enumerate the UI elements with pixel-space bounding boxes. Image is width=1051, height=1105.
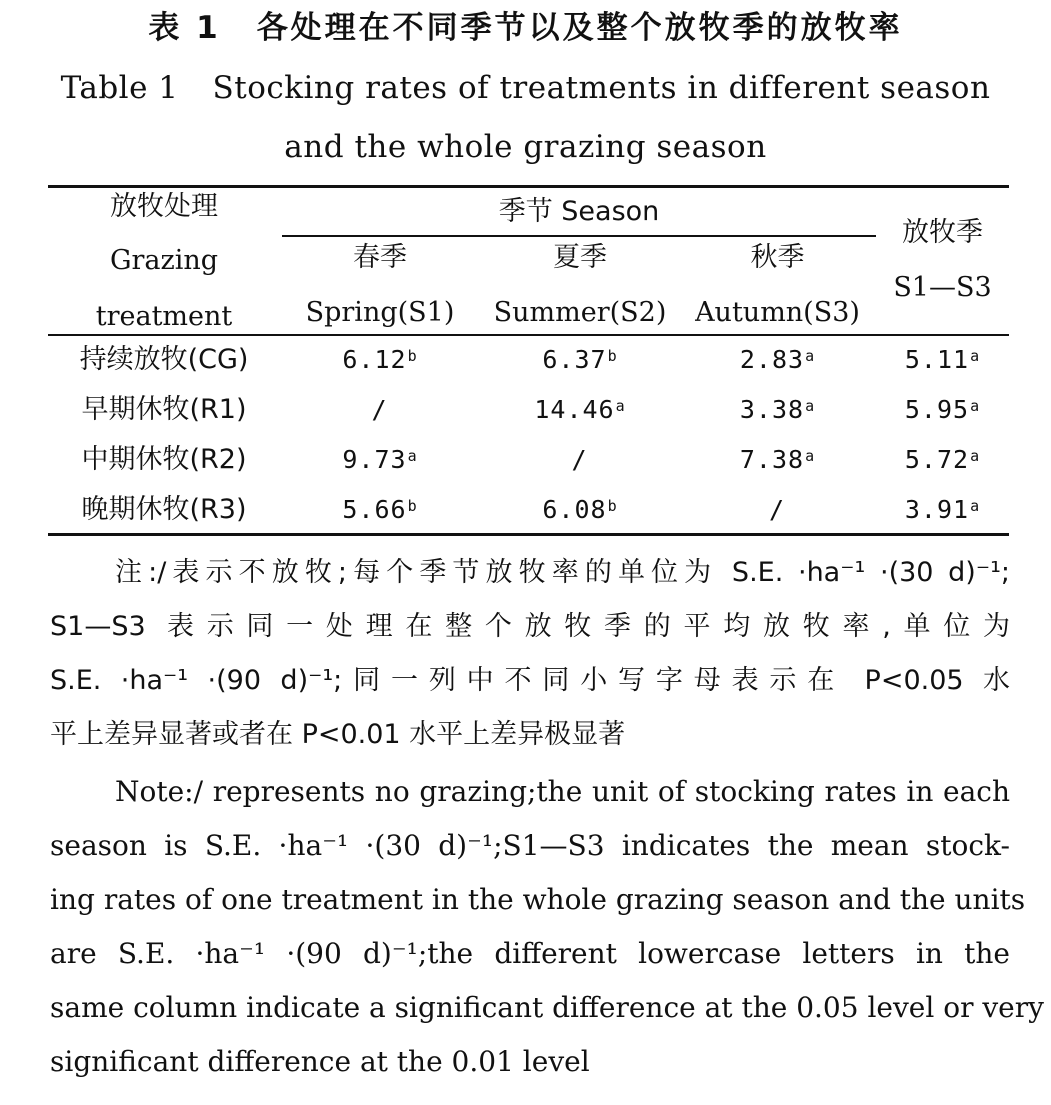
header-season-group: 季节 Season bbox=[498, 196, 660, 227]
table-title-zh-text: 各处理在不同季节以及整个放牧季的放牧率 bbox=[256, 10, 903, 46]
header-treatment-en-1: Grazing bbox=[109, 245, 219, 276]
note-en-line: significant difference at the 0.01 level bbox=[50, 1045, 590, 1078]
table-header-rule bbox=[48, 334, 1009, 336]
table-bottom-rule bbox=[48, 533, 1009, 536]
header-treatment-zh: 放牧处理 bbox=[110, 191, 218, 222]
cell-autumn: / bbox=[768, 495, 786, 524]
table-title-en-line1 bbox=[0, 68, 1051, 108]
table-title-en-text: Stocking rates of treatments in different season bbox=[212, 70, 991, 106]
cell-spring: 9.73$^a$ bbox=[342, 445, 418, 474]
cell-summer: / bbox=[571, 445, 588, 474]
cell-whole: 5.11$^a$ bbox=[904, 345, 981, 374]
table-title-zh bbox=[0, 8, 1051, 48]
header-autumn-en: Autumn(S3) bbox=[695, 297, 860, 328]
header-autumn-zh: 秋季 bbox=[750, 242, 805, 273]
table-note-en bbox=[50, 765, 1044, 1089]
table-number-en: Table 1 bbox=[60, 70, 179, 106]
note-zh-line: S.E. ·ha⁻¹ ·(90 d)⁻¹;同一列中不同小写字母表示在 P<0.05 水 bbox=[50, 665, 1010, 696]
row-treatment: 晚期休牧(R3) bbox=[81, 494, 247, 525]
cell-whole: 3.91$^a$ bbox=[904, 495, 981, 524]
cell-autumn: 7.38$^a$ bbox=[739, 445, 816, 474]
note-zh-line: S1—S3 表示同一处理在整个放牧季的平均放牧率,单位为 bbox=[50, 611, 1010, 642]
cell-autumn: 3.38$^a$ bbox=[739, 395, 816, 424]
season-group-rule bbox=[282, 235, 876, 237]
row-treatment: 早期休牧(R1) bbox=[81, 394, 247, 425]
cell-whole: 5.72$^a$ bbox=[904, 445, 981, 474]
table-number-zh: 表 1 bbox=[148, 10, 221, 46]
cell-summer: 6.08$^b$ bbox=[542, 495, 618, 524]
cell-spring: 6.12$^b$ bbox=[342, 345, 418, 374]
note-en-line: season is S.E. ·ha⁻¹ ·(30 d)⁻¹;S1—S3 indicates the mean stock- bbox=[50, 829, 1010, 862]
note-en-line: same column indicate a significant difference at the 0.05 level or very bbox=[50, 991, 1044, 1024]
header-spring-en: Spring(S1) bbox=[305, 297, 455, 328]
header-treatment-en-2: treatment bbox=[95, 301, 233, 332]
cell-whole: 5.95$^a$ bbox=[904, 395, 981, 424]
table-title-en-line2: and the whole grazing season bbox=[284, 129, 767, 165]
note-en-line: are S.E. ·ha⁻¹ ·(90 d)⁻¹;the different lowercase letters in the bbox=[50, 937, 1010, 970]
cell-autumn: 2.83$^a$ bbox=[739, 345, 816, 374]
header-spring-zh: 春季 bbox=[353, 242, 407, 273]
cell-spring: 5.66$^b$ bbox=[342, 495, 418, 524]
note-en-line: Note:/ represents no grazing;the unit of stocking rates in each bbox=[115, 775, 1010, 808]
cell-summer: 14.46$^a$ bbox=[534, 395, 626, 424]
row-treatment: 中期休牧(R2) bbox=[81, 444, 247, 475]
cell-summer: 6.37$^b$ bbox=[542, 345, 618, 374]
header-whole-zh: 放牧季 bbox=[902, 217, 983, 248]
table-note-zh bbox=[50, 546, 1010, 762]
row-treatment: 持续放牧(CG) bbox=[79, 344, 249, 375]
table-top-rule bbox=[48, 185, 1009, 188]
header-whole-en: S1—S3 bbox=[893, 272, 992, 303]
header-summer-zh: 夏季 bbox=[553, 242, 607, 273]
header-summer-en: Summer(S2) bbox=[493, 297, 667, 328]
note-en-line: ing rates of one treatment in the whole grazing season and the units bbox=[50, 883, 1026, 916]
cell-spring: / bbox=[371, 395, 388, 424]
note-zh-line: 平上差异显著或者在 P<0.01 水平上差异极显著 bbox=[50, 719, 626, 750]
note-zh-line: 注:/表示不放牧;每个季节放牧率的单位为 S.E. ·ha⁻¹ ·(30 d)⁻¹; bbox=[115, 557, 1010, 588]
